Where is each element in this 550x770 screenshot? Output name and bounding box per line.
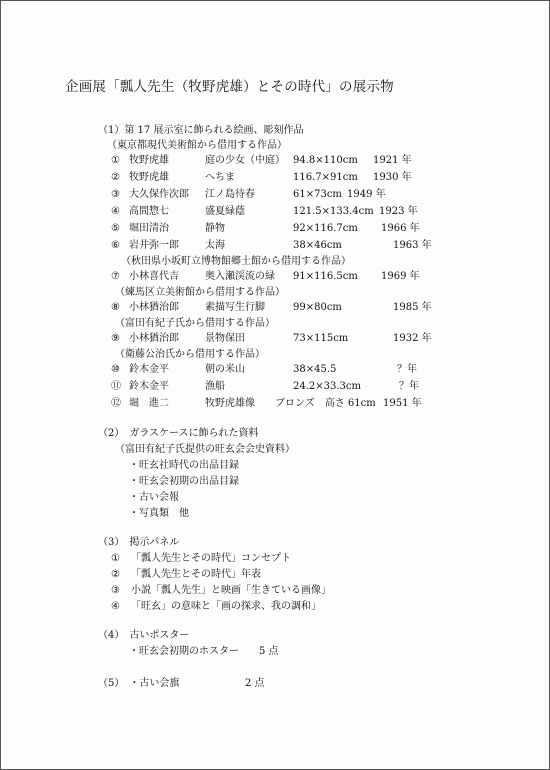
work-row <box>1 190 549 204</box>
work-artist: 高間惣七 <box>129 206 169 217</box>
work-size: 38×46cm <box>293 240 342 251</box>
work-row <box>1 365 549 379</box>
work-title: 奥入瀬渓流の緑 <box>205 271 275 282</box>
work-year: 1985 年 <box>393 302 432 313</box>
list-item: ・旺玄会初期の出品目録 <box>129 476 239 487</box>
work-row <box>1 156 549 170</box>
work-row <box>1 241 549 255</box>
work-artist: 小林猶治郎 <box>129 302 179 313</box>
work-size: 116.7×91cm <box>293 172 358 183</box>
work-number: ⑧ <box>111 302 120 313</box>
panel-number: ① <box>111 553 120 564</box>
work-row <box>1 272 549 286</box>
work-number: ① <box>111 155 120 166</box>
work-title: 朝の米山 <box>205 364 245 375</box>
work-year: 1969 年 <box>381 271 420 282</box>
work-size: 92×116.7cm <box>293 223 358 234</box>
section-1-source-eto: （衛藤公治氏から借用する作品） <box>115 349 265 360</box>
work-artist: 鈴木金平 <box>129 381 169 392</box>
work-size: 121.5×133.4cm <box>293 206 374 217</box>
work-title: 江ノ島待春 <box>205 189 255 200</box>
work-year: 1949 年 <box>347 189 386 200</box>
list-item: ・旺玄会初期のホスター 5 点 <box>129 646 279 657</box>
work-size: 91×116.5cm <box>293 271 358 282</box>
work-number: ② <box>111 172 120 183</box>
section-4-heading: （4） 古いポスター <box>98 630 190 641</box>
work-title: 静物 <box>205 223 225 234</box>
work-size: 94.8×110cm <box>293 155 358 166</box>
work-size: 99×80cm <box>293 302 342 313</box>
work-number: ⑥ <box>111 240 120 251</box>
panel-number: ④ <box>111 601 120 612</box>
work-title: 太海 <box>205 240 225 251</box>
section-3-heading: （3） 掲示パネル <box>98 537 180 548</box>
list-item: ・旺玄社時代の出品目録 <box>129 460 239 471</box>
section-1-heading: （1）第 17 展示室に飾られる絵画、彫刻作品 <box>98 125 304 136</box>
work-year: 1921 年 <box>373 155 412 166</box>
panel-text: 「瓢人先生とその時代」年表 <box>131 569 261 580</box>
list-item: ・古い会報 <box>129 492 179 503</box>
work-title: 庭の少女（中庭） <box>205 155 285 166</box>
work-title: 漁船 <box>205 381 225 392</box>
panel-text: 小説「瓢人先生」と映画「生きている画像」 <box>131 585 331 596</box>
work-number: ④ <box>111 206 120 217</box>
work-artist: 小林猶治郎 <box>129 333 179 344</box>
work-title: へちま <box>205 172 235 183</box>
work-number: ⑩ <box>111 364 120 375</box>
section-1-source-mot: （東京都現代美術館から借用する作品） <box>107 140 287 151</box>
section-5-count: 2 点 <box>245 678 265 689</box>
section-1-source-akita: （秋田県小坂町立博物館郷土館から借用する作品） <box>121 256 351 267</box>
work-row <box>1 399 549 413</box>
list-item <box>1 602 549 616</box>
work-row <box>1 382 549 396</box>
list-item <box>1 554 549 568</box>
work-artist: 堀 進二 <box>129 398 169 409</box>
work-title: 景物保田 <box>205 333 245 344</box>
document-title: 企画展「瓢人先生（牧野虎雄）とその時代」の展示物 <box>65 79 394 95</box>
work-row <box>1 173 549 187</box>
work-artist: 岩井弥一郎 <box>129 240 179 251</box>
work-number: ⑤ <box>111 223 120 234</box>
section-5-heading: （5） ・古い会旗 <box>98 678 180 689</box>
work-number: ⑫ <box>111 398 121 409</box>
work-number: ③ <box>111 189 120 200</box>
section-1-source-tomita: （富田有紀子氏から借用する作品） <box>115 318 275 329</box>
panel-number: ③ <box>111 585 120 596</box>
list-item <box>1 570 549 584</box>
work-row <box>1 224 549 238</box>
work-row <box>1 207 549 221</box>
work-year: 1923 年 <box>379 206 418 217</box>
work-title: 盛夏緑蔭 <box>205 206 245 217</box>
work-year: 1966 年 <box>381 223 420 234</box>
list-item <box>1 586 549 600</box>
work-size: 24.2×33.3cm <box>293 381 361 392</box>
work-row <box>1 334 549 348</box>
section-2-heading: （2） ガラスケースに飾られた資料 <box>98 428 259 439</box>
work-title: 素描写生行脚 <box>205 302 265 313</box>
work-artist: 大久保作次郎 <box>129 189 189 200</box>
section-2-source: （富田有紀子氏提供の旺玄会会史資料） <box>115 444 295 455</box>
list-item: ・写真類 他 <box>129 508 189 519</box>
work-title: 牧野虎雄像 <box>205 398 255 409</box>
work-number: ⑪ <box>111 381 121 392</box>
work-year: 1963 年 <box>393 240 432 251</box>
section-1-source-nerima: （練馬区立美術館から借用する作品） <box>115 287 285 298</box>
panel-text: 「旺玄」の意味と「画の探求、我の調和」 <box>131 601 321 612</box>
work-year: 1930 年 <box>373 172 412 183</box>
work-size: 73×115cm <box>293 333 349 344</box>
work-year: 1951 年 <box>383 398 422 409</box>
work-artist: 鈴木金平 <box>129 364 169 375</box>
work-artist: 牧野虎雄 <box>129 172 169 183</box>
work-number: ⑨ <box>111 333 120 344</box>
panel-text: 「瓢人先生とその時代」コンセプト <box>131 553 291 564</box>
work-size: 61×73cm <box>293 189 342 200</box>
work-year: ？年 <box>397 364 417 375</box>
work-size: 38×45.5 <box>293 364 337 375</box>
work-size: ブロンズ 高さ 61cm <box>275 398 376 409</box>
work-artist: 小林喜代吉 <box>129 271 179 282</box>
work-number: ⑦ <box>111 271 120 282</box>
work-year: 1932 年 <box>393 333 432 344</box>
work-row <box>1 303 549 317</box>
work-artist: 牧野虎雄 <box>129 155 169 166</box>
work-year: ？年 <box>399 381 419 392</box>
panel-number: ② <box>111 569 120 580</box>
work-artist: 堀田清治 <box>129 223 169 234</box>
